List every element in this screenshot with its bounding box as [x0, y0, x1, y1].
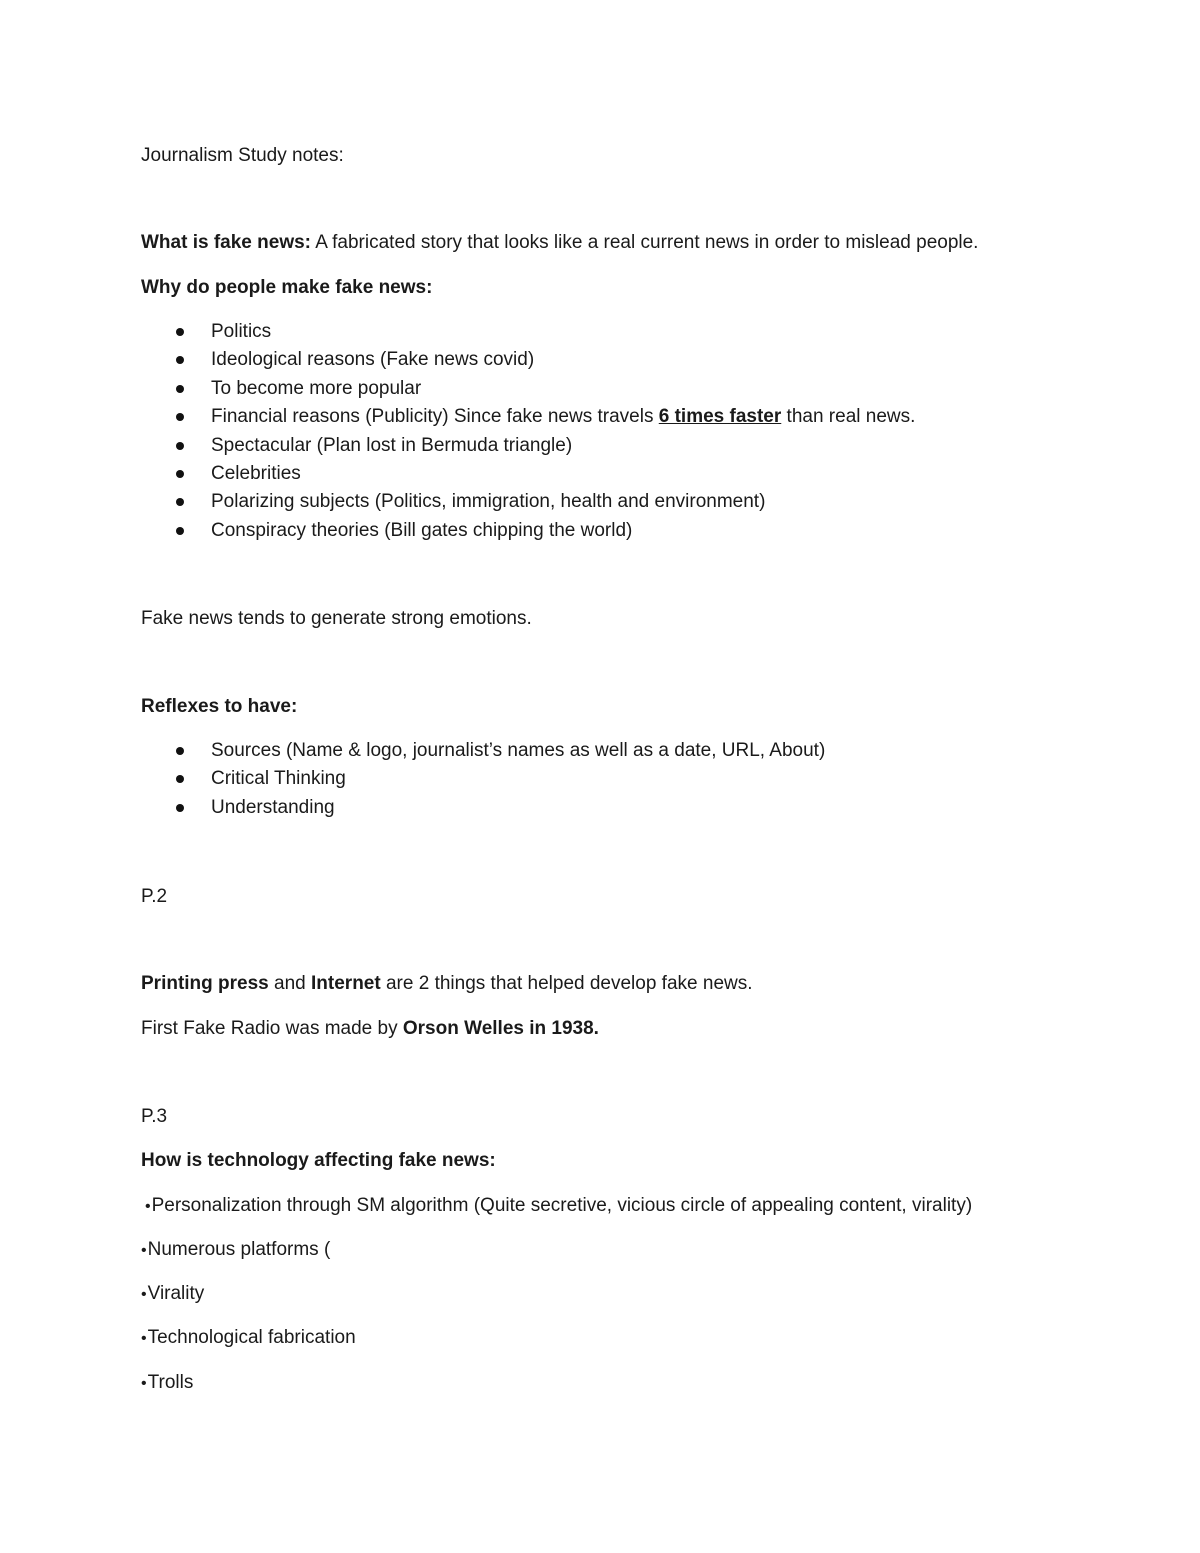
tech-item: •Numerous platforms ( [141, 1239, 331, 1260]
bullet-icon [176, 498, 184, 506]
list-item: Politics [0, 320, 915, 348]
definition-text: A fabricated story that looks like a real current news in order to mislead people. [311, 232, 979, 253]
bullet-icon [176, 442, 184, 450]
bullet-icon: • [141, 1242, 147, 1259]
list-item: Understanding [0, 796, 825, 824]
fake-news-definition [141, 231, 978, 255]
reflexes-list [0, 739, 825, 824]
page-marker-p2: P.2 [141, 886, 168, 907]
bullet-icon: • [141, 1286, 147, 1303]
list-item: Ideological reasons (Fake news covid) [0, 348, 915, 376]
reflexes-heading: Reflexes to have: [141, 696, 298, 717]
bullet-icon [176, 385, 184, 393]
tech-heading: How is technology affecting fake news: [141, 1150, 496, 1171]
bullet-icon [176, 804, 184, 812]
bullet-icon: • [141, 1330, 147, 1347]
bullet-icon [176, 328, 184, 336]
bullet-icon [176, 747, 184, 755]
page-marker-p3: P.3 [141, 1106, 168, 1127]
list-item: Conspiracy theories (Bill gates chipping the world) [0, 519, 915, 547]
emphasis-text: 6 times faster [658, 406, 782, 428]
why-heading: Why do people make fake news: [141, 277, 433, 298]
bullet-icon: • [145, 1198, 151, 1215]
why-list [0, 320, 915, 547]
bullet-icon [176, 775, 184, 783]
bullet-icon [176, 413, 184, 421]
list-item: Spectacular (Plan lost in Bermuda triangle) [0, 434, 915, 462]
tech-item: •Virality [141, 1283, 205, 1304]
list-item: Critical Thinking [0, 767, 825, 795]
bullet-icon [176, 356, 184, 364]
list-item: Sources (Name & logo, journalist’s names as well as a date, URL, About) [0, 739, 825, 767]
list-item: Financial reasons (Publicity) Since fake news travels 6 times faster than real news. [0, 405, 915, 433]
list-item: Polarizing subjects (Politics, immigration, health and environment) [0, 490, 915, 518]
tech-item: •Technological fabrication [141, 1327, 356, 1348]
tech-item: •Trolls [141, 1372, 194, 1393]
bullet-icon [176, 470, 184, 478]
bullet-icon [176, 527, 184, 535]
p2-line-1: Printing press and Internet are 2 things that helped develop fake news. [141, 973, 753, 994]
p2-line-2: First Fake Radio was made by Orson Welles in 1938. [141, 1018, 599, 1039]
definition-label: What is fake news: [141, 232, 311, 253]
document-title: Journalism Study notes: [141, 145, 344, 166]
list-item: To become more popular [0, 377, 915, 405]
list-item: Celebrities [0, 462, 915, 490]
emotions-line: Fake news tends to generate strong emotions. [141, 608, 532, 629]
tech-item: •Personalization through SM algorithm (Quite secretive, vicious circle of appealing content, virality) [145, 1195, 973, 1216]
bullet-icon: • [141, 1375, 147, 1392]
